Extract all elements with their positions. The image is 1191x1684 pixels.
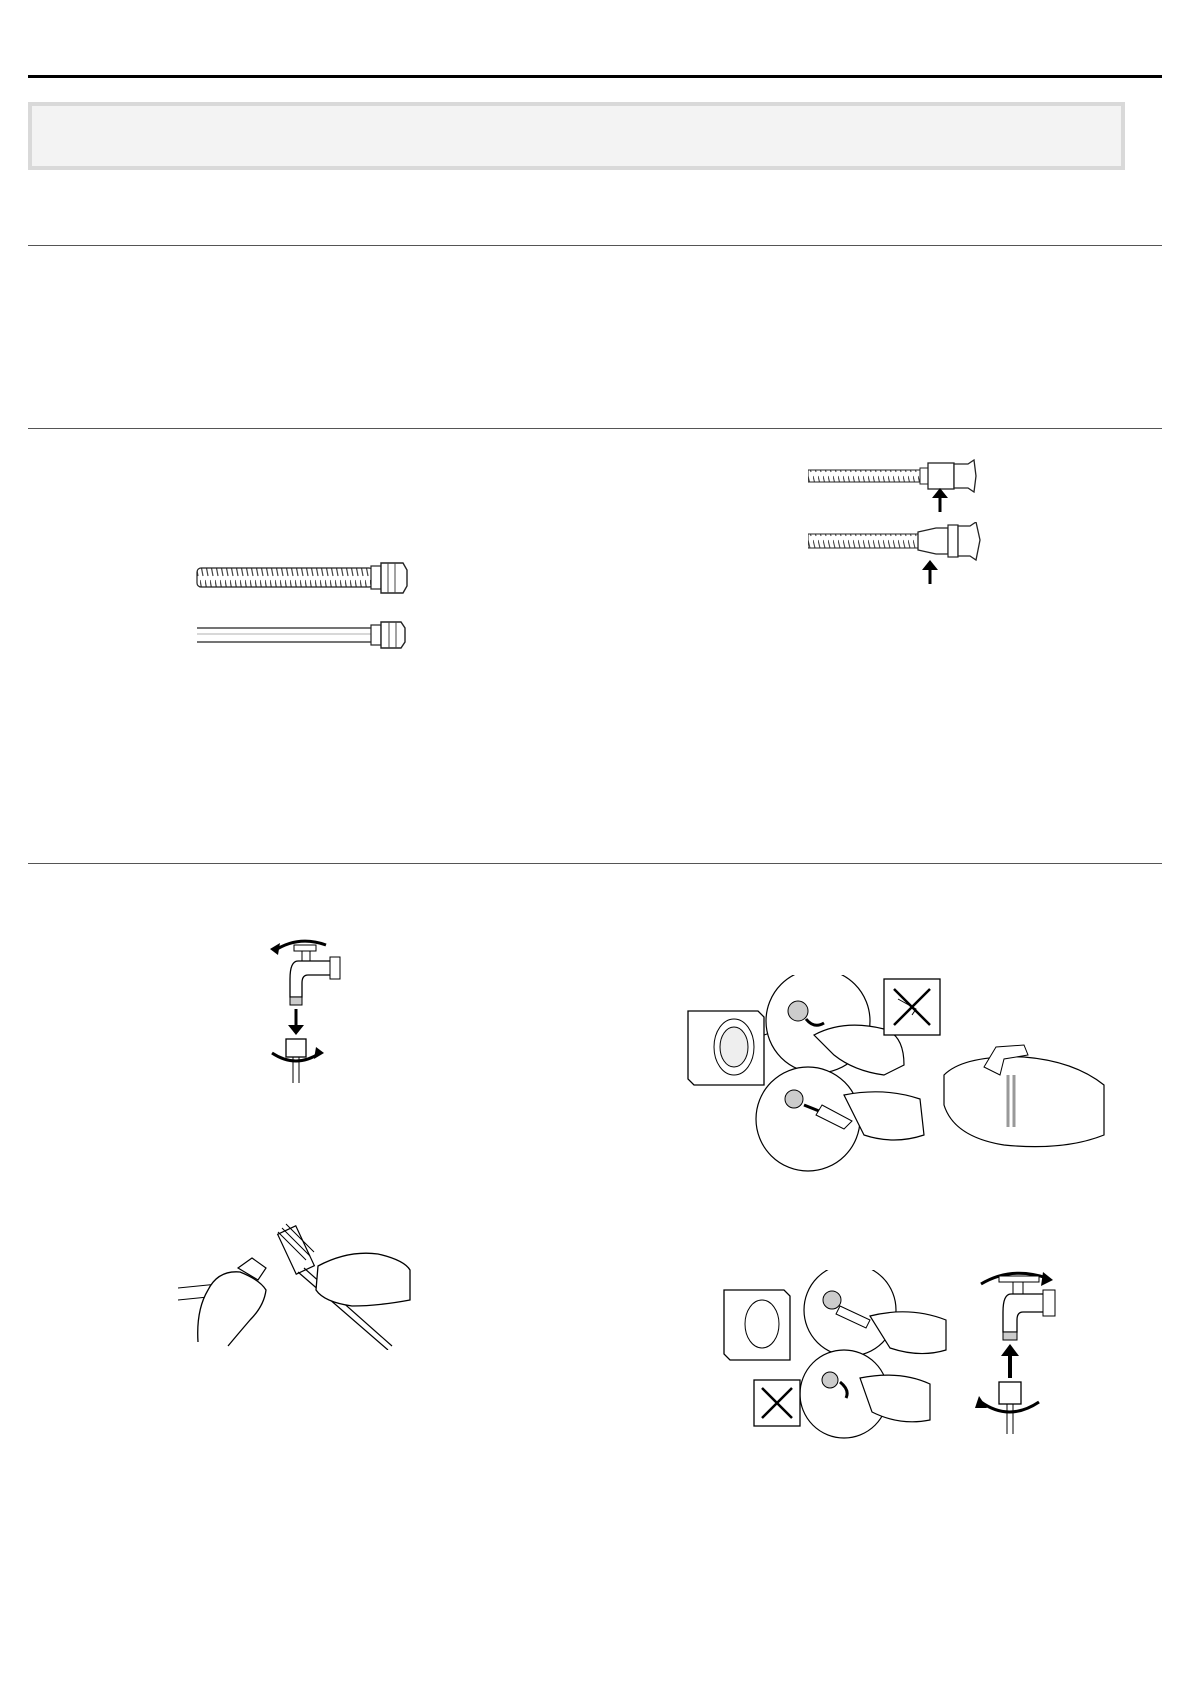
smooth-hose-icon bbox=[195, 618, 415, 652]
aquastop-hose-icon bbox=[808, 458, 988, 514]
divider-3 bbox=[28, 863, 1162, 864]
brush-filter-icon bbox=[178, 1210, 418, 1350]
section-banner bbox=[28, 102, 1125, 170]
top-rule bbox=[28, 75, 1162, 78]
divider-2 bbox=[28, 428, 1162, 429]
aquastop-hose-large-icon bbox=[808, 522, 988, 586]
corrugated-hose-icon bbox=[195, 558, 415, 598]
machine-filter-removal-icon bbox=[684, 975, 1114, 1195]
tap-refit-icon bbox=[975, 1262, 1065, 1437]
divider-1 bbox=[28, 245, 1162, 246]
tap-connect-icon bbox=[268, 935, 348, 1085]
